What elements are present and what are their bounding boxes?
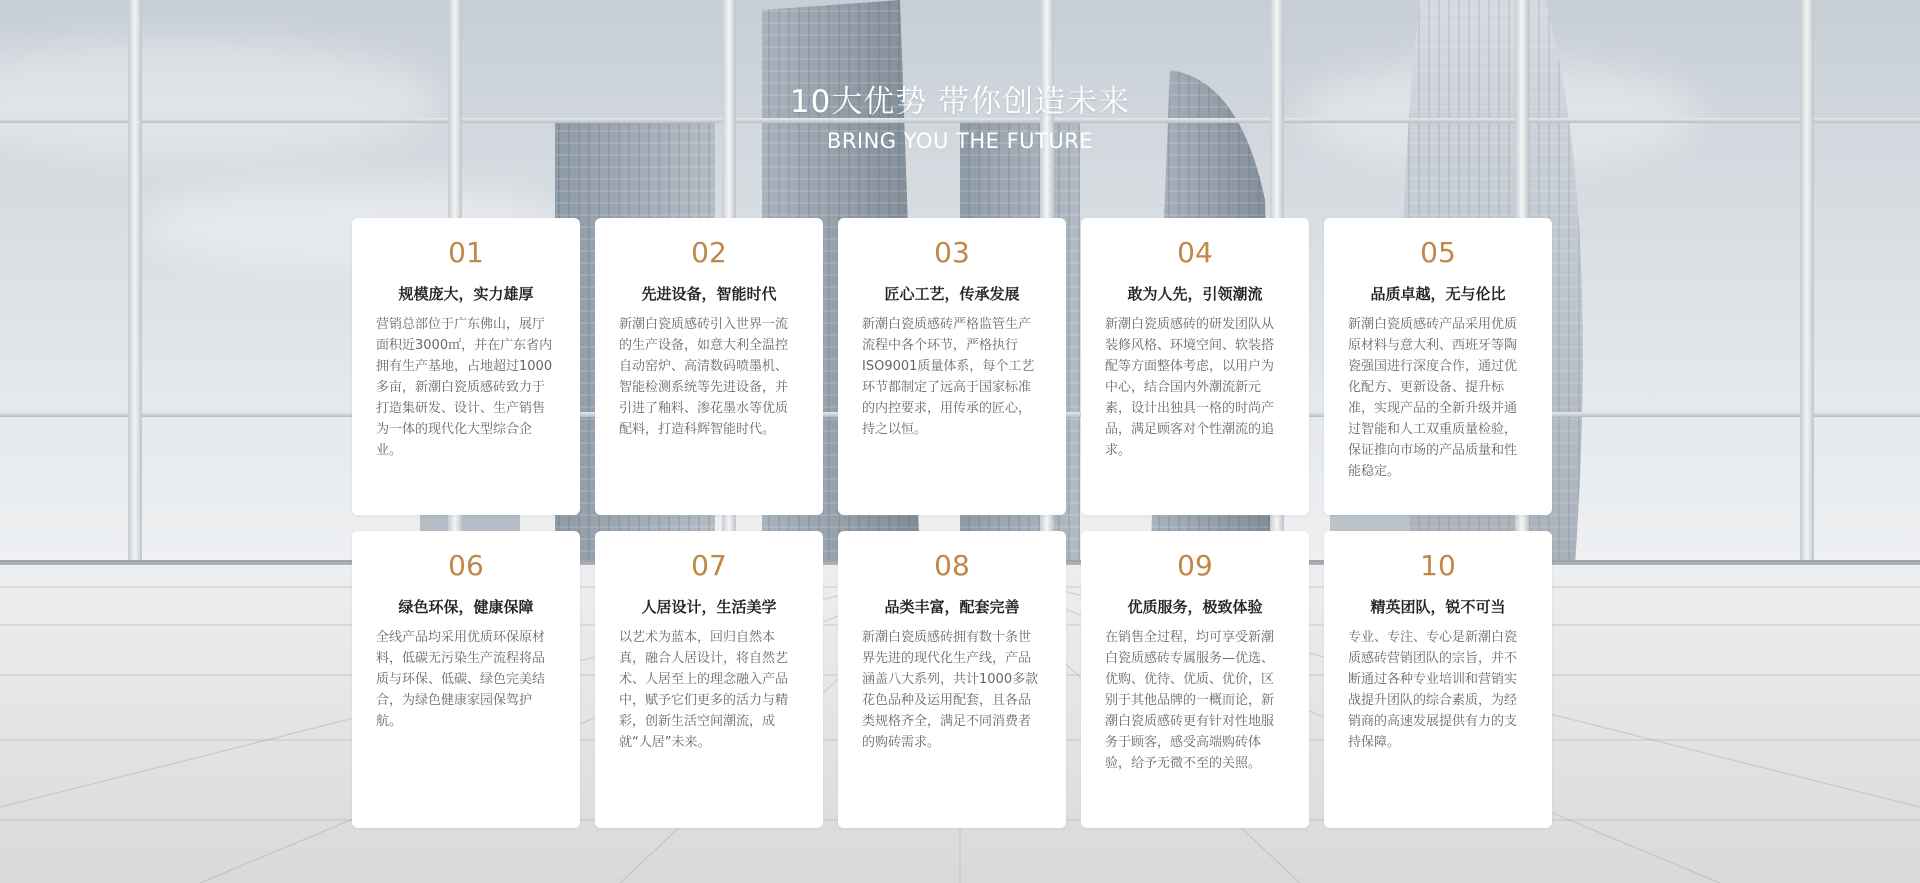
card-description: 在销售全过程，均可享受新潮白瓷质感砖专属服务—优选、优购、优待、优质、优价，区别于其他品牌的一概而论，新潮白瓷质感砖更有针对性地服务于顾客，感受高端购砖体验，给予无微不至的关照。 [1105, 630, 1275, 771]
card-title: 优质服务，极致体验 [1127, 598, 1263, 616]
card-title: 规模庞大，实力雄厚 [398, 285, 534, 303]
card-number: 06 [448, 549, 484, 582]
section-subtitle: BRING YOU THE FUTURE [826, 129, 1094, 153]
card-number: 07 [691, 549, 727, 582]
card-title: 精英团队，锐不可当 [1370, 598, 1506, 616]
card-number: 02 [691, 236, 727, 269]
card-description: 以艺术为蓝本，回归自然本真，融合人居设计，将自然艺术、人居至上的理念融入产品中，赋予它们更多的活力与精彩，创新生活空间潮流，成就“人居”未来。 [619, 630, 789, 750]
card-title: 绿色环保，健康保障 [398, 598, 534, 616]
advantage-card [1324, 531, 1552, 828]
advantages-grid [352, 218, 1552, 828]
advantage-card [352, 218, 580, 515]
card-description: 专业、专注、专心是新潮白瓷质感砖营销团队的宗旨，并不断通过各种专业培训和营销实战提升团队的综合素质，为经销商的高速发展提供有力的支持保障。 [1348, 630, 1518, 750]
card-description: 新潮白瓷质感砖严格监管生产流程中各个环节，严格执行ISO9001质量体系，每个工艺环节都制定了远高于国家标准的内控要求，用传承的匠心，持之以恒。 [862, 317, 1035, 437]
card-title: 品质卓越，无与伦比 [1370, 285, 1506, 303]
card-description: 新潮白瓷质感砖的研发团队从装修风格、环境空间、软装搭配等方面整体考虑，以用户为中心，结合国内外潮流新元素，设计出独具一格的时尚产品，满足顾客对个性潮流的追求。 [1105, 317, 1275, 458]
card-title: 品类丰富，配套完善 [884, 598, 1020, 616]
card-description: 全线产品均采用优质环保原材料，低碳无污染生产流程将品质与环保、低碳、绿色完美结合，为绿色健康家园保驾护航。 [376, 630, 546, 729]
card-number: 08 [934, 549, 970, 582]
card-number: 05 [1420, 236, 1456, 269]
advantage-card [1081, 531, 1309, 828]
card-number: 01 [448, 236, 484, 269]
advantage-card [595, 531, 823, 828]
card-number: 03 [934, 236, 970, 269]
card-description: 新潮白瓷质感砖产品采用优质原材料与意大利、西班牙等陶瓷强国进行深度合作，通过优化配方、更新设备、提升标准，实现产品的全新升级并通过智能和人工双重质量检验，保证推向市场的产品质量和性能稳定。 [1348, 317, 1518, 479]
card-title: 先进设备，智能时代 [641, 285, 777, 303]
advantage-card [352, 531, 580, 828]
card-number: 04 [1177, 236, 1213, 269]
advantage-card [838, 531, 1066, 828]
card-description: 营销总部位于广东佛山，展厅面积近3000㎡，并在广东省内拥有生产基地，占地超过1000多亩，新潮白瓷质感砖致力于打造集研发、设计、生产销售为一体的现代化大型综合企业。 [376, 317, 553, 458]
card-number: 09 [1177, 549, 1213, 582]
section-heading [0, 80, 1920, 156]
section-title: 10大优势 带你创造未来 [789, 84, 1131, 120]
advantage-card [595, 218, 823, 515]
card-number: 10 [1420, 549, 1456, 582]
card-description: 新潮白瓷质感砖引入世界一流的生产设备，如意大利全温控自动窑炉、高清数码喷墨机、智能检测系统等先进设备，并引进了釉料、渗花墨水等优质配料，打造科辉智能时代。 [619, 317, 789, 437]
advantage-card [1081, 218, 1309, 515]
card-title: 匠心工艺，传承发展 [884, 285, 1020, 303]
advantage-card [1324, 218, 1552, 515]
advantage-card [838, 218, 1066, 515]
card-description: 新潮白瓷质感砖拥有数十条世界先进的现代化生产线，产品涵盖八大系列，共计1000多款花色品种及运用配套，且各品类规格齐全，满足不同消费者的购砖需求。 [862, 630, 1039, 750]
card-title: 敢为人先，引领潮流 [1127, 285, 1263, 303]
card-title: 人居设计，生活美学 [641, 598, 777, 616]
